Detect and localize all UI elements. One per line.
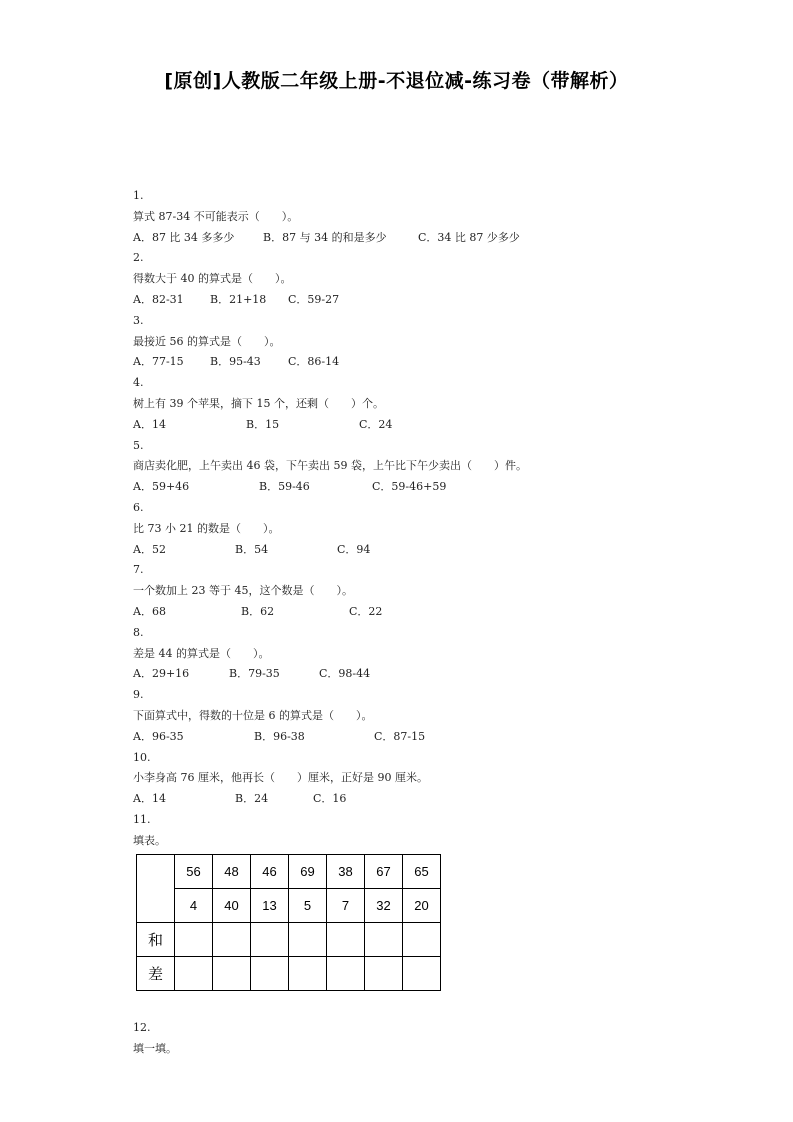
answer-option[interactable]: C．86-14: [288, 355, 340, 369]
question-5: [133, 436, 693, 498]
answer-option[interactable]: C．22: [349, 604, 383, 618]
question-number: 9.: [133, 688, 144, 702]
question-stem: 商店卖化肥，上午卖出 46 袋，下午卖出 59 袋，上午比下午少卖出（ ）件。: [133, 459, 527, 473]
answer-options: [133, 352, 693, 373]
answer-option[interactable]: B．21+18: [210, 292, 267, 306]
answer-option[interactable]: C．59-27: [288, 292, 340, 306]
answer-cell[interactable]: [403, 923, 441, 957]
answer-cell[interactable]: [327, 923, 365, 957]
answer-options: [133, 228, 693, 249]
answer-cell[interactable]: [289, 957, 327, 991]
answer-option[interactable]: A．96-35: [133, 729, 184, 743]
answer-cell[interactable]: [251, 923, 289, 957]
answer-option[interactable]: A．14: [133, 417, 166, 431]
answer-options: [133, 602, 693, 623]
question-number: 10.: [133, 750, 151, 764]
answer-option[interactable]: C．94: [337, 542, 371, 556]
question-12: [133, 1018, 177, 1060]
table-cell: 20: [403, 889, 441, 923]
question-11: [133, 810, 693, 852]
answer-option[interactable]: C．98-44: [319, 667, 371, 681]
answer-option[interactable]: A．59+46: [133, 480, 190, 494]
answer-cell[interactable]: [365, 957, 403, 991]
question-7: [133, 560, 693, 622]
table-cell: 38: [327, 855, 365, 889]
answer-option[interactable]: B．79-35: [229, 667, 280, 681]
answer-option[interactable]: B．54: [235, 542, 269, 556]
table-cell: 40: [213, 889, 251, 923]
answer-option[interactable]: C．34 比 87 少多少: [418, 230, 520, 244]
question-4: [133, 373, 693, 435]
question-stem: 下面算式中，得数的十位是 6 的算式是（ ）。: [133, 708, 373, 722]
table-cell: 46: [251, 855, 289, 889]
question-10: [133, 748, 693, 810]
answer-option[interactable]: B．87 与 34 的和是多少: [263, 230, 387, 244]
table-cell: 56: [175, 855, 213, 889]
question-stem: 最接近 56 的算式是（ ）。: [133, 334, 281, 348]
answer-option[interactable]: B．96-38: [254, 729, 305, 743]
question-number: 8.: [133, 625, 144, 639]
table-cell: 5: [289, 889, 327, 923]
question-stem: 填表。: [133, 833, 166, 847]
question-number: 12.: [133, 1021, 151, 1034]
table-cell: 69: [289, 855, 327, 889]
answer-options: [133, 290, 693, 311]
question-stem: 小李身高 76 厘米，他再长（ ）厘米，正好是 90 厘米。: [133, 771, 428, 785]
table-corner-cell: [137, 855, 175, 923]
question-number: 11.: [133, 812, 151, 826]
answer-option[interactable]: B．15: [246, 417, 280, 431]
answer-option[interactable]: A．14: [133, 792, 166, 806]
question-number: 2.: [133, 251, 144, 265]
answer-cell[interactable]: [365, 923, 403, 957]
question-stem: 得数大于 40 的算式是（ ）。: [133, 272, 292, 286]
answer-option[interactable]: C．87-15: [374, 729, 426, 743]
difference-label: 差: [137, 957, 175, 991]
answer-cell[interactable]: [213, 957, 251, 991]
table-cell: 32: [365, 889, 403, 923]
answer-option[interactable]: A．77-15: [133, 355, 184, 369]
question-stem: 一个数加上 23 等于 45，这个数是（ ）。: [133, 584, 353, 598]
table-cell: 4: [175, 889, 213, 923]
answer-cell[interactable]: [175, 957, 213, 991]
question-number: 5.: [133, 438, 144, 452]
answer-option[interactable]: B．62: [241, 604, 275, 618]
answer-option[interactable]: B．59-46: [259, 480, 310, 494]
answer-cell[interactable]: [213, 923, 251, 957]
answer-options: [133, 727, 693, 748]
answer-options: [133, 477, 693, 498]
question-stem: 算式 87-34 不可能表示（ ）。: [133, 209, 299, 223]
answer-option[interactable]: A．82-31: [133, 292, 184, 306]
answer-option[interactable]: A．29+16: [133, 667, 190, 681]
question-8: [133, 623, 693, 685]
answer-options: [133, 664, 693, 685]
answer-option[interactable]: C．16: [313, 792, 347, 806]
question-6: [133, 498, 693, 560]
question-1: [133, 186, 693, 248]
question-stem: 差是 44 的算式是（ ）。: [133, 646, 270, 660]
answer-cell[interactable]: [175, 923, 213, 957]
question-9: [133, 685, 693, 747]
answer-cell[interactable]: [289, 923, 327, 957]
question-stem: 比 73 小 21 的数是（ ）。: [133, 521, 280, 535]
answer-cell[interactable]: [251, 957, 289, 991]
document-title: [原创]人教版二年级上册-不退位减-练习卷（带解析）: [164, 70, 629, 92]
table-cell: 67: [365, 855, 403, 889]
fill-in-table: [136, 854, 441, 991]
table-row: [137, 855, 441, 889]
answer-option[interactable]: A．68: [133, 604, 166, 618]
table-cell: 48: [213, 855, 251, 889]
question-number: 6.: [133, 500, 144, 514]
answer-option[interactable]: A．52: [133, 542, 166, 556]
answer-options: [133, 540, 693, 561]
table-row: [137, 889, 441, 923]
question-number: 1.: [133, 189, 144, 202]
answer-options: [133, 789, 693, 810]
answer-option[interactable]: C．24: [359, 417, 393, 431]
question-3: [133, 311, 693, 373]
question-stem: 填一填。: [133, 1041, 177, 1055]
question-number: 4.: [133, 376, 144, 390]
question-number: 3.: [133, 313, 144, 327]
question-2: [133, 248, 693, 310]
table-cell: 7: [327, 889, 365, 923]
table-row-difference: [137, 957, 441, 991]
question-number: 7.: [133, 563, 144, 577]
question-stem: 树上有 39 个苹果，摘下 15 个，还剩（ ）个。: [133, 396, 384, 410]
table-cell: 65: [403, 855, 441, 889]
answer-option[interactable]: B．95-43: [210, 355, 261, 369]
answer-cell[interactable]: [403, 957, 441, 991]
answer-cell[interactable]: [327, 957, 365, 991]
answer-option[interactable]: C．59-46+59: [372, 480, 447, 494]
answer-option[interactable]: B．24: [235, 792, 269, 806]
table-row-sum: [137, 923, 441, 957]
sum-label: 和: [137, 923, 175, 957]
question-list: [133, 186, 693, 852]
answer-option[interactable]: A．87 比 34 多多少: [133, 230, 235, 244]
answer-options: [133, 415, 693, 436]
table-cell: 13: [251, 889, 289, 923]
